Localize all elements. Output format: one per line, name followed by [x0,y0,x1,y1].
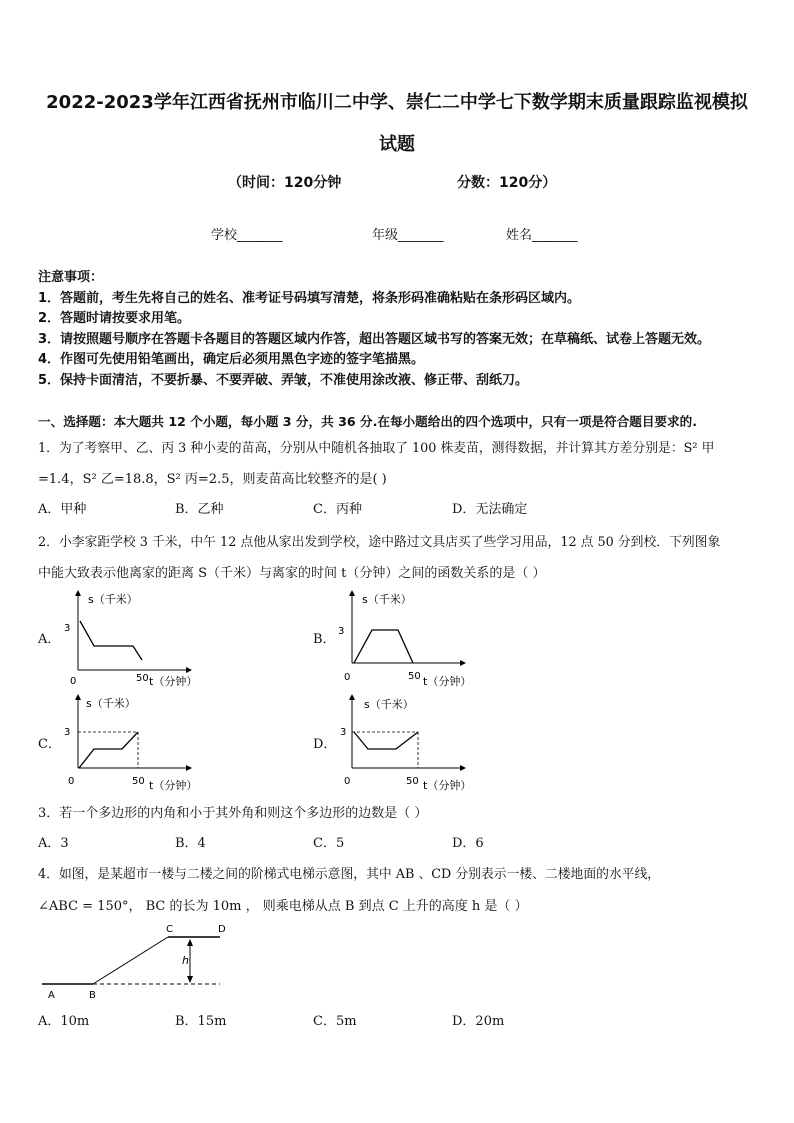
exam-title-line2: 试题 [379,134,415,155]
graph-origin: 0 [344,776,351,787]
q2-graph-b [334,588,469,688]
notice-item: 1．答题前，考生先将自己的姓名、准考证号码填写清楚，将条形码准确粘贴在条形码区域内。 [38,291,581,306]
question-4-line1: 4．如图，是某超市一楼与二楼之间的阶梯式电梯示意图，其中 AB 、CD 分别表示一楼、二楼地面的水平线， [38,867,661,882]
q2-graph-d [334,692,469,792]
notice-heading: 注意事项： [38,270,104,285]
graph-xlabel: t（分钟） [423,779,469,792]
point-a-label: A [48,990,55,1001]
q1-option-a: A．甲种 [38,502,87,517]
q4-option-a: A．10m [38,1014,90,1029]
exam-time: （时间：120分钟 [228,175,342,191]
q2-option-b: B． [313,632,336,647]
graph-xlabel: t（分钟） [149,779,195,792]
q2-option-a: A． [38,632,61,647]
q1-option-b: B．乙种 [175,502,224,517]
graph-ylabel: s（千米） [364,698,414,711]
q2-option-d: D． [313,737,337,752]
height-h-label: h [182,954,189,967]
graph-xlabel: t（分钟） [149,675,195,688]
question-1-line2: =1.4，S² 乙=18.8，S² 丙=2.5，则麦苗高比较整齐的是( ) [38,472,387,487]
q3-option-a: A．3 [38,836,69,851]
point-b-label: B [89,990,96,1001]
q2-option-c: C． [38,737,61,752]
notice-item: 2．答题时请按要求用笔。 [38,311,191,326]
escalator-diagram [38,920,238,1002]
graph-origin: 0 [70,676,77,687]
graph-ytick: 3 [64,727,71,738]
grade-field: 年级_______ [372,228,444,243]
graph-ylabel: s（千米） [86,697,136,710]
q2-graph-a [60,588,195,688]
q4-option-b: B．15m [175,1014,227,1029]
graph-xtick: 50 [406,776,419,787]
notice-item: 4．作图可先使用铅笔画出，确定后必须用黑色字迹的签字笔描黑。 [38,352,425,367]
question-3-line1: 3．若一个多边形的内角和小于其外角和则这个多边形的边数是（ ） [38,806,428,821]
point-d-label: D [218,924,226,935]
graph-ytick: 3 [340,727,347,738]
graph-ylabel: s（千米） [362,593,412,606]
graph-origin: 0 [68,776,75,787]
q3-option-c: C．5 [313,836,345,851]
graph-ytick: 3 [338,626,345,637]
q4-option-d: D．20m [452,1014,505,1029]
q3-option-b: B．4 [175,836,206,851]
q4-option-c: C．5m [313,1014,357,1029]
q1-option-d: D．无法确定 [452,502,528,517]
exam-title-line1: 2022-2023学年江西省抚州市临川二中学、崇仁二中学七下数学期末质量跟踪监视模拟 [46,92,748,113]
question-2-line2: 中能大致表示他离家的距离 S（千米）与离家的时间 t（分钟）之间的函数关系的是（ ） [38,566,546,581]
school-field: 学校_______ [211,228,283,243]
graph-xtick: 50 [132,776,145,787]
question-1-line1: 1．为了考察甲、乙、丙 3 种小麦的苗高，分别从中随机各抽取了 100 株麦苗，测得数据，并计算其方差分别是：S² 甲 [38,441,715,456]
graph-xlabel: t（分钟） [423,675,469,688]
point-c-label: C [166,924,173,935]
q3-option-d: D．6 [452,836,484,851]
question-2-line1: 2．小李家距学校 3 千米，中午 12 点他从家出发到学校，途中路过文具店买了些学习用品，12 点 50 分到校．下列图象 [38,535,721,550]
q2-graph-c [60,692,195,792]
graph-ytick: 3 [64,623,71,634]
q1-option-c: C．丙种 [313,502,362,517]
name-field: 姓名_______ [506,228,578,243]
graph-origin: 0 [344,672,351,683]
graph-xtick: 50 [136,673,149,684]
section-heading: 一、选择题：本大题共 12 个小题，每小题 3 分，共 36 分.在每小题给出的四个选项中，只有一项是符合题目要求的. [38,414,698,429]
notice-item: 5．保持卡面清洁，不要折暴、不要弄破、弄皱，不准使用涂改液、修正带、刮纸刀。 [38,373,529,388]
notice-item: 3．请按照题号顺序在答题卡各题目的答题区域内作答，超出答题区域书写的答案无效；在草稿纸、试卷上答题无效。 [38,332,711,347]
graph-ylabel: s（千米） [88,593,138,606]
graph-xtick: 50 [408,671,421,682]
exam-score: 分数：120分） [457,175,557,191]
question-4-line2: ∠ABC = 150°， BC 的长为 10m ， 则乘电梯从点 B 到点 C 上升的高度 h 是（ ） [38,899,528,914]
